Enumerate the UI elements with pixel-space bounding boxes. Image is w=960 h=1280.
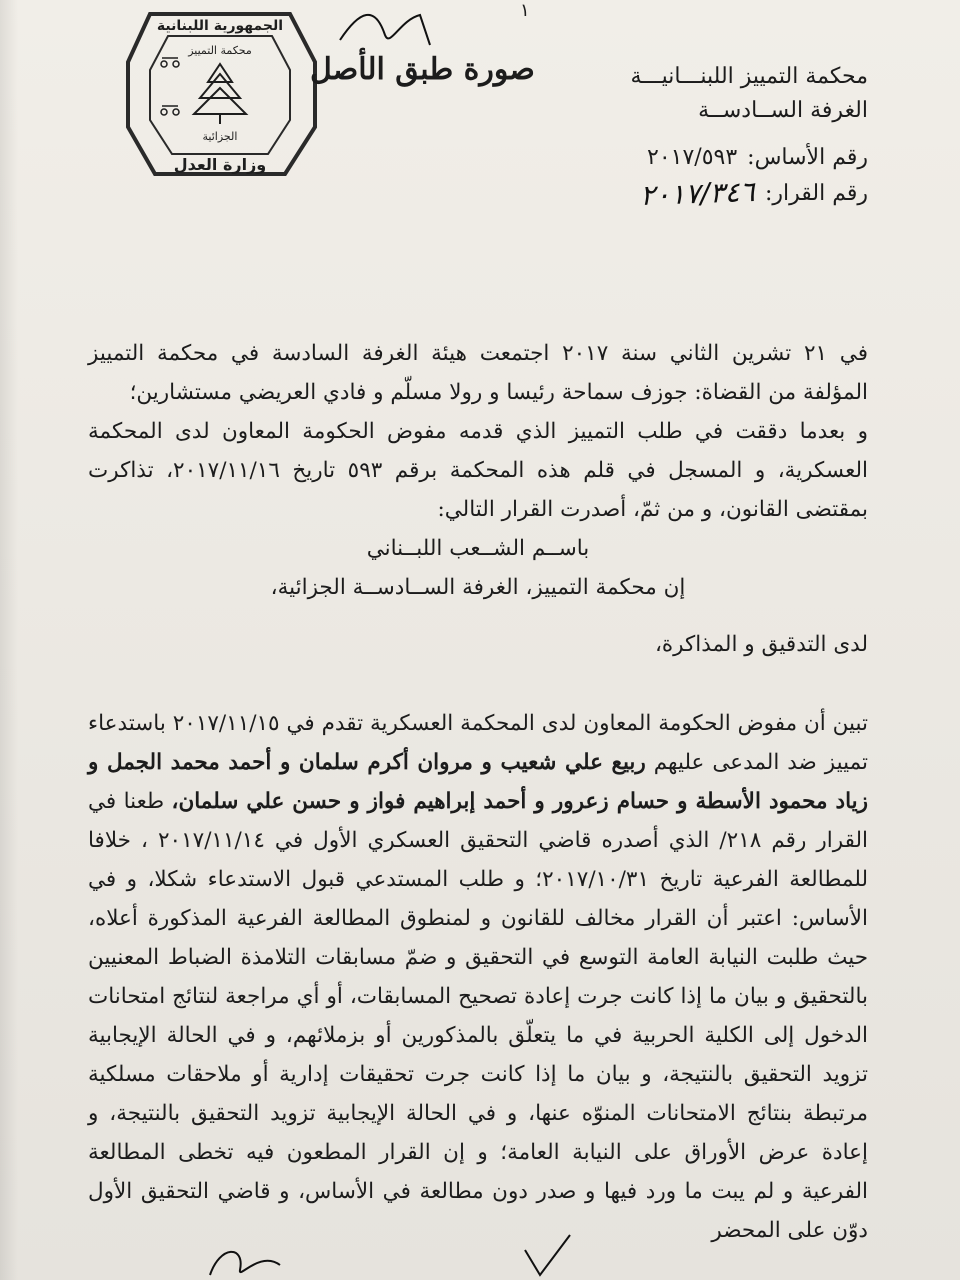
seal-bottom-text: وزارة العدل (173, 155, 267, 174)
decision-number-line (640, 176, 868, 212)
paragraph-session: في ٢١ تشرين الثاني سنة ٢٠١٧ اجتمعت هيئة الغرفة السادسة في محكمة التمييز المؤلفة من القضاة: جوزف سماحة رئيسا و رولا مسلّم و فادي العريضي مستشارين؛ (88, 341, 868, 405)
certified-copy-stamp: صورة طبق الأصل (310, 52, 535, 87)
handwritten-mark-icon (330, 0, 450, 60)
court-name: محكمة التمييز اللبنـــانيـــة (630, 64, 868, 89)
page-shadow (0, 0, 18, 1280)
defendant-names: ربيع علي شعيب و مروان أكرم سلمان و أحمد محمد الجمل و زياد محمود الأسطة و حسام زعرور و أحمد إبراهيم فواز و حسن علي سلمان، (88, 750, 869, 814)
paragraph-review: و بعدما دققت في طلب التمييز الذي قدمه مفوض الحكومة المعاون لدى المحكمة العسكرية، و المسجل في قلم هذه المحكمة برقم ٥٩٣ تاريخ ٢٠١٧/١١/١٦، تذاكرت بمقتضى القانون، و من ثمّ، أصدرت القرار التالي: (88, 419, 868, 522)
base-number-label: رقم الأساس: (747, 145, 868, 170)
chamber-name: الغرفة الســادســة (698, 98, 868, 123)
reference-block (640, 140, 868, 212)
base-number-line (640, 140, 868, 176)
court-chamber-line: إن محكمة التمييز، الغرفة الســادســة الجزائية، (270, 575, 686, 600)
facts-details: طعنا في القرار رقم ٢١٨/ الذي أصدره قاضي التحقيق العسكري الأول في ٢٠١٧/١١/١٤ ، خلافا للمطالعة الفرعية تاريخ ٢٠١٧/١٠/٣١؛ و طلب المستدعي قبول الاستدعاء شكلا، و في الأساس: اعتبر أن القرار مخالف للقانون و لمنطوق المطالعة الفرعية المذكورة أعلاه، حيث طلبت النيابة العامة التوسع في التحقيق و ضمّ مسابقات التلامذة الضباط المعنيين بالتحقيق و بيان ما إذا كانت جرت إعادة تصحيح المسابقات، أو أي مراجعة لنتائج امتحانات الدخول إلى الكلية الحربية في ما يتعلّق بالمذكورين أو بزملائهم، و في الحالة الإيجابية تزويد التحقيق بالنتيجة، و بيان ما إذا كانت جرت تحقيقات إدارية أو ملاحقات مسلكية مرتبطة بنتائج الامتحانات المنوّه عنها، و في الحالة الإيجابية تزويد التحقيق بالنتيجة، و إعادة عرض الأوراق على النيابة العامة؛ و إن القرار المطعون فيه تخطى المطالعة الفرعية و لم يبت ما ورد فيها و صدر دون مطالعة في الأساس، و قاضي التحقيق الأول دوّن على المحضر (88, 789, 868, 1243)
paragraph-facts (88, 704, 868, 1250)
facts-intro: تبين أن مفوض الحكومة المعاون لدى المحكمة العسكرية تقدم في ٢٠١٧/١١/١٥ باستدعاء تمييز ضد المدعى عليهم (88, 711, 868, 775)
seal-inner-top: محكمة التمييز (188, 44, 252, 57)
in-the-name-heading: باســم الشــعب اللبــناني (366, 536, 590, 561)
ministry-seal-icon (120, 2, 320, 182)
seal-inner-bottom: الجزائية (202, 130, 238, 143)
seal-top-text: الجمهورية اللبنانية (156, 18, 284, 34)
decision-number-value: ٢٠١٧/٣٤٦ (639, 175, 756, 212)
deliberation-line: لدى التدقيق و المذاكرة، (654, 632, 868, 657)
page-number: ١ (520, 0, 530, 21)
base-number-value: ٢٠١٧/٥٩٣ (647, 145, 738, 170)
court-header (630, 60, 868, 128)
decision-body (88, 334, 868, 1250)
decision-number-label: رقم القرار: (764, 181, 868, 206)
